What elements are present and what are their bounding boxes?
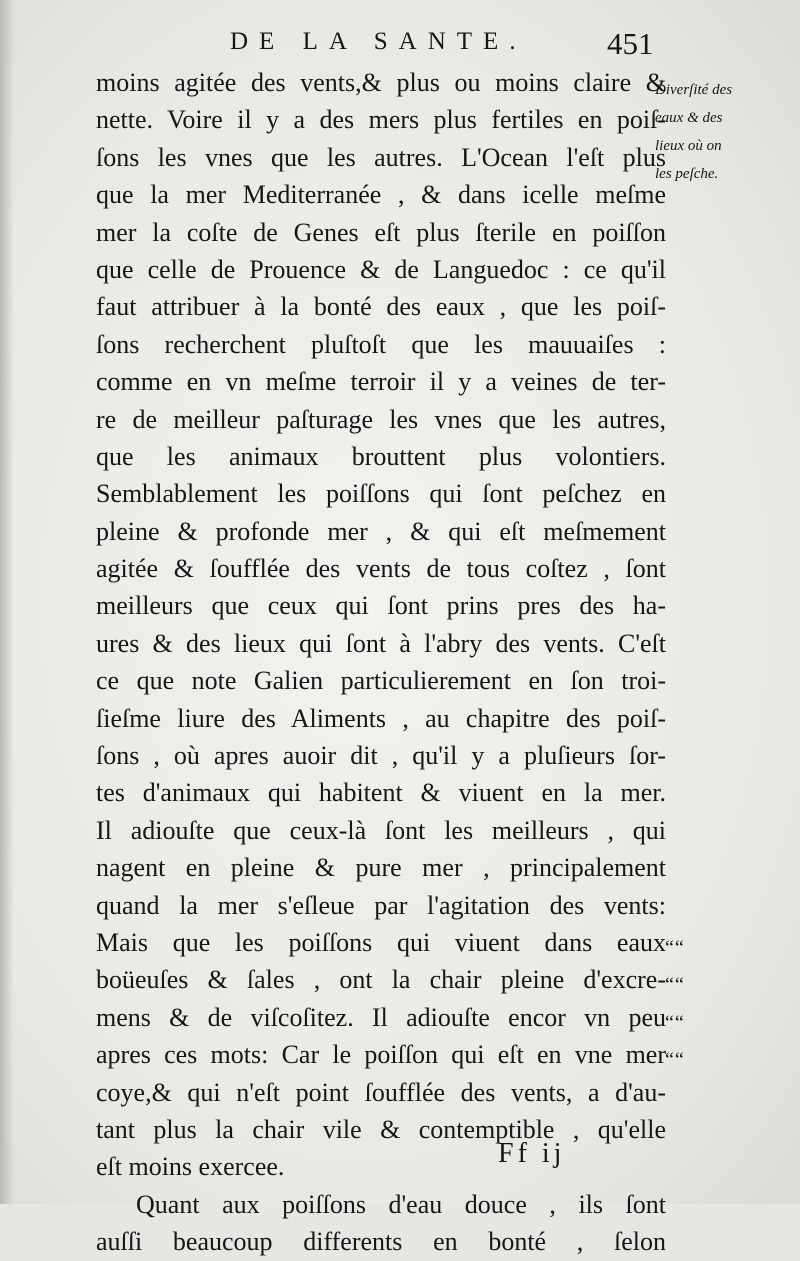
quote-mark: “ “	[665, 1049, 682, 1072]
text-line: Mais que les poiſſons qui viuent dans eaux	[96, 927, 666, 957]
quote-mark: “ “	[665, 1011, 682, 1034]
text-line: ſons les vnes que les autres. L'Ocean l'eſt plus	[96, 142, 666, 172]
quote-mark: “ “	[665, 974, 682, 997]
text-line: moins agitée des vents,& plus ou moins claire &	[96, 68, 666, 97]
text-line: meilleurs que ceux qui ſont prins pres des ha-	[96, 591, 666, 621]
text-line: Quant aux poiſſons d'eau douce , ils ſont	[136, 1189, 666, 1219]
text-line: mens & de viſcoſitez. Il adiouſte encor vn peu	[96, 1002, 666, 1032]
text-line: ce que note Galien particulierement en ſon troi-	[96, 666, 666, 696]
text-line: pleine & profonde mer , & qui eſt meſmement	[96, 516, 666, 546]
quotation-marks	[665, 930, 705, 1080]
text-line: re de meilleur paſturage les vnes que les autres,	[96, 404, 666, 434]
margin-note-line: eaux & des	[655, 110, 723, 126]
margin-note-line: lieux où on	[655, 138, 722, 154]
text-line: ſons recherchent pluſtoſt que les mauuaiſes :	[96, 329, 666, 359]
page-gutter-shadow	[0, 0, 14, 1204]
text-line: eſt moins exercee.	[96, 1152, 285, 1182]
signature-mark: Ff ij	[498, 1138, 566, 1169]
text-line: que les animaux brouttent plus volontiers.	[96, 441, 666, 471]
text-line: tes d'animaux qui habitent & viuent en la mer.	[96, 778, 666, 808]
text-line: tant plus la chair vile & contemptible , qu'elle	[96, 1114, 666, 1144]
text-line: nagent en pleine & pure mer , principalement	[96, 853, 666, 883]
text-line: nette. Voire il y a des mers plus fertiles en poiſ-	[96, 105, 666, 135]
margin-note-line: les peſche.	[655, 166, 719, 182]
margin-note	[655, 76, 795, 188]
text-line: mer la coſte de Genes eſt plus ſterile en poiſſon	[96, 217, 666, 247]
text-line: ſons , où apres auoir dit , qu'il y a pluſieurs ſor-	[96, 741, 666, 771]
text-line: apres ces mots: Car le poiſſon qui eſt en vne mer	[96, 1040, 666, 1070]
text-line: ſieſme liure des Aliments , au chapitre des poiſ-	[96, 703, 666, 733]
text-line: faut attribuer à la bonté des eaux , que les poiſ-	[96, 292, 666, 322]
text-line: coye,& qui n'eſt point ſoufflée des vents, a d'au-	[96, 1077, 666, 1107]
running-title: DE LA SANTE.	[230, 28, 527, 55]
quote-mark: “ “	[665, 937, 682, 959]
text-line: ures & des lieux qui ſont à l'abry des vents. C'eſt	[96, 628, 666, 658]
text-line: boüeuſes & ſales , ont la chair pleine d'excre-	[96, 965, 666, 995]
text-line: auſſi beaucoup differents en bonté , ſelon	[96, 1227, 666, 1257]
text-line: que la mer Mediterranée , & dans icelle meſme	[96, 180, 666, 210]
page-number: 451	[607, 26, 654, 61]
margin-note-line: Diverſité des	[655, 82, 733, 98]
text-line: comme en vn meſme terroir il y a veines de ter-	[96, 367, 666, 397]
text-line: Semblablement les poiſſons qui ſont peſchez en	[96, 479, 666, 509]
text-line: Il adiouſte que ceux-là ſont les meilleurs , qui	[96, 815, 666, 845]
text-line: quand la mer s'eſleue par l'agitation des vents:	[96, 890, 666, 920]
text-line: que celle de Prouence & de Languedoc : ce qu'il	[96, 254, 666, 284]
body-text	[96, 64, 666, 1261]
text-line: agitée & ſoufflée des vents de tous coſtez , ſont	[96, 554, 666, 584]
